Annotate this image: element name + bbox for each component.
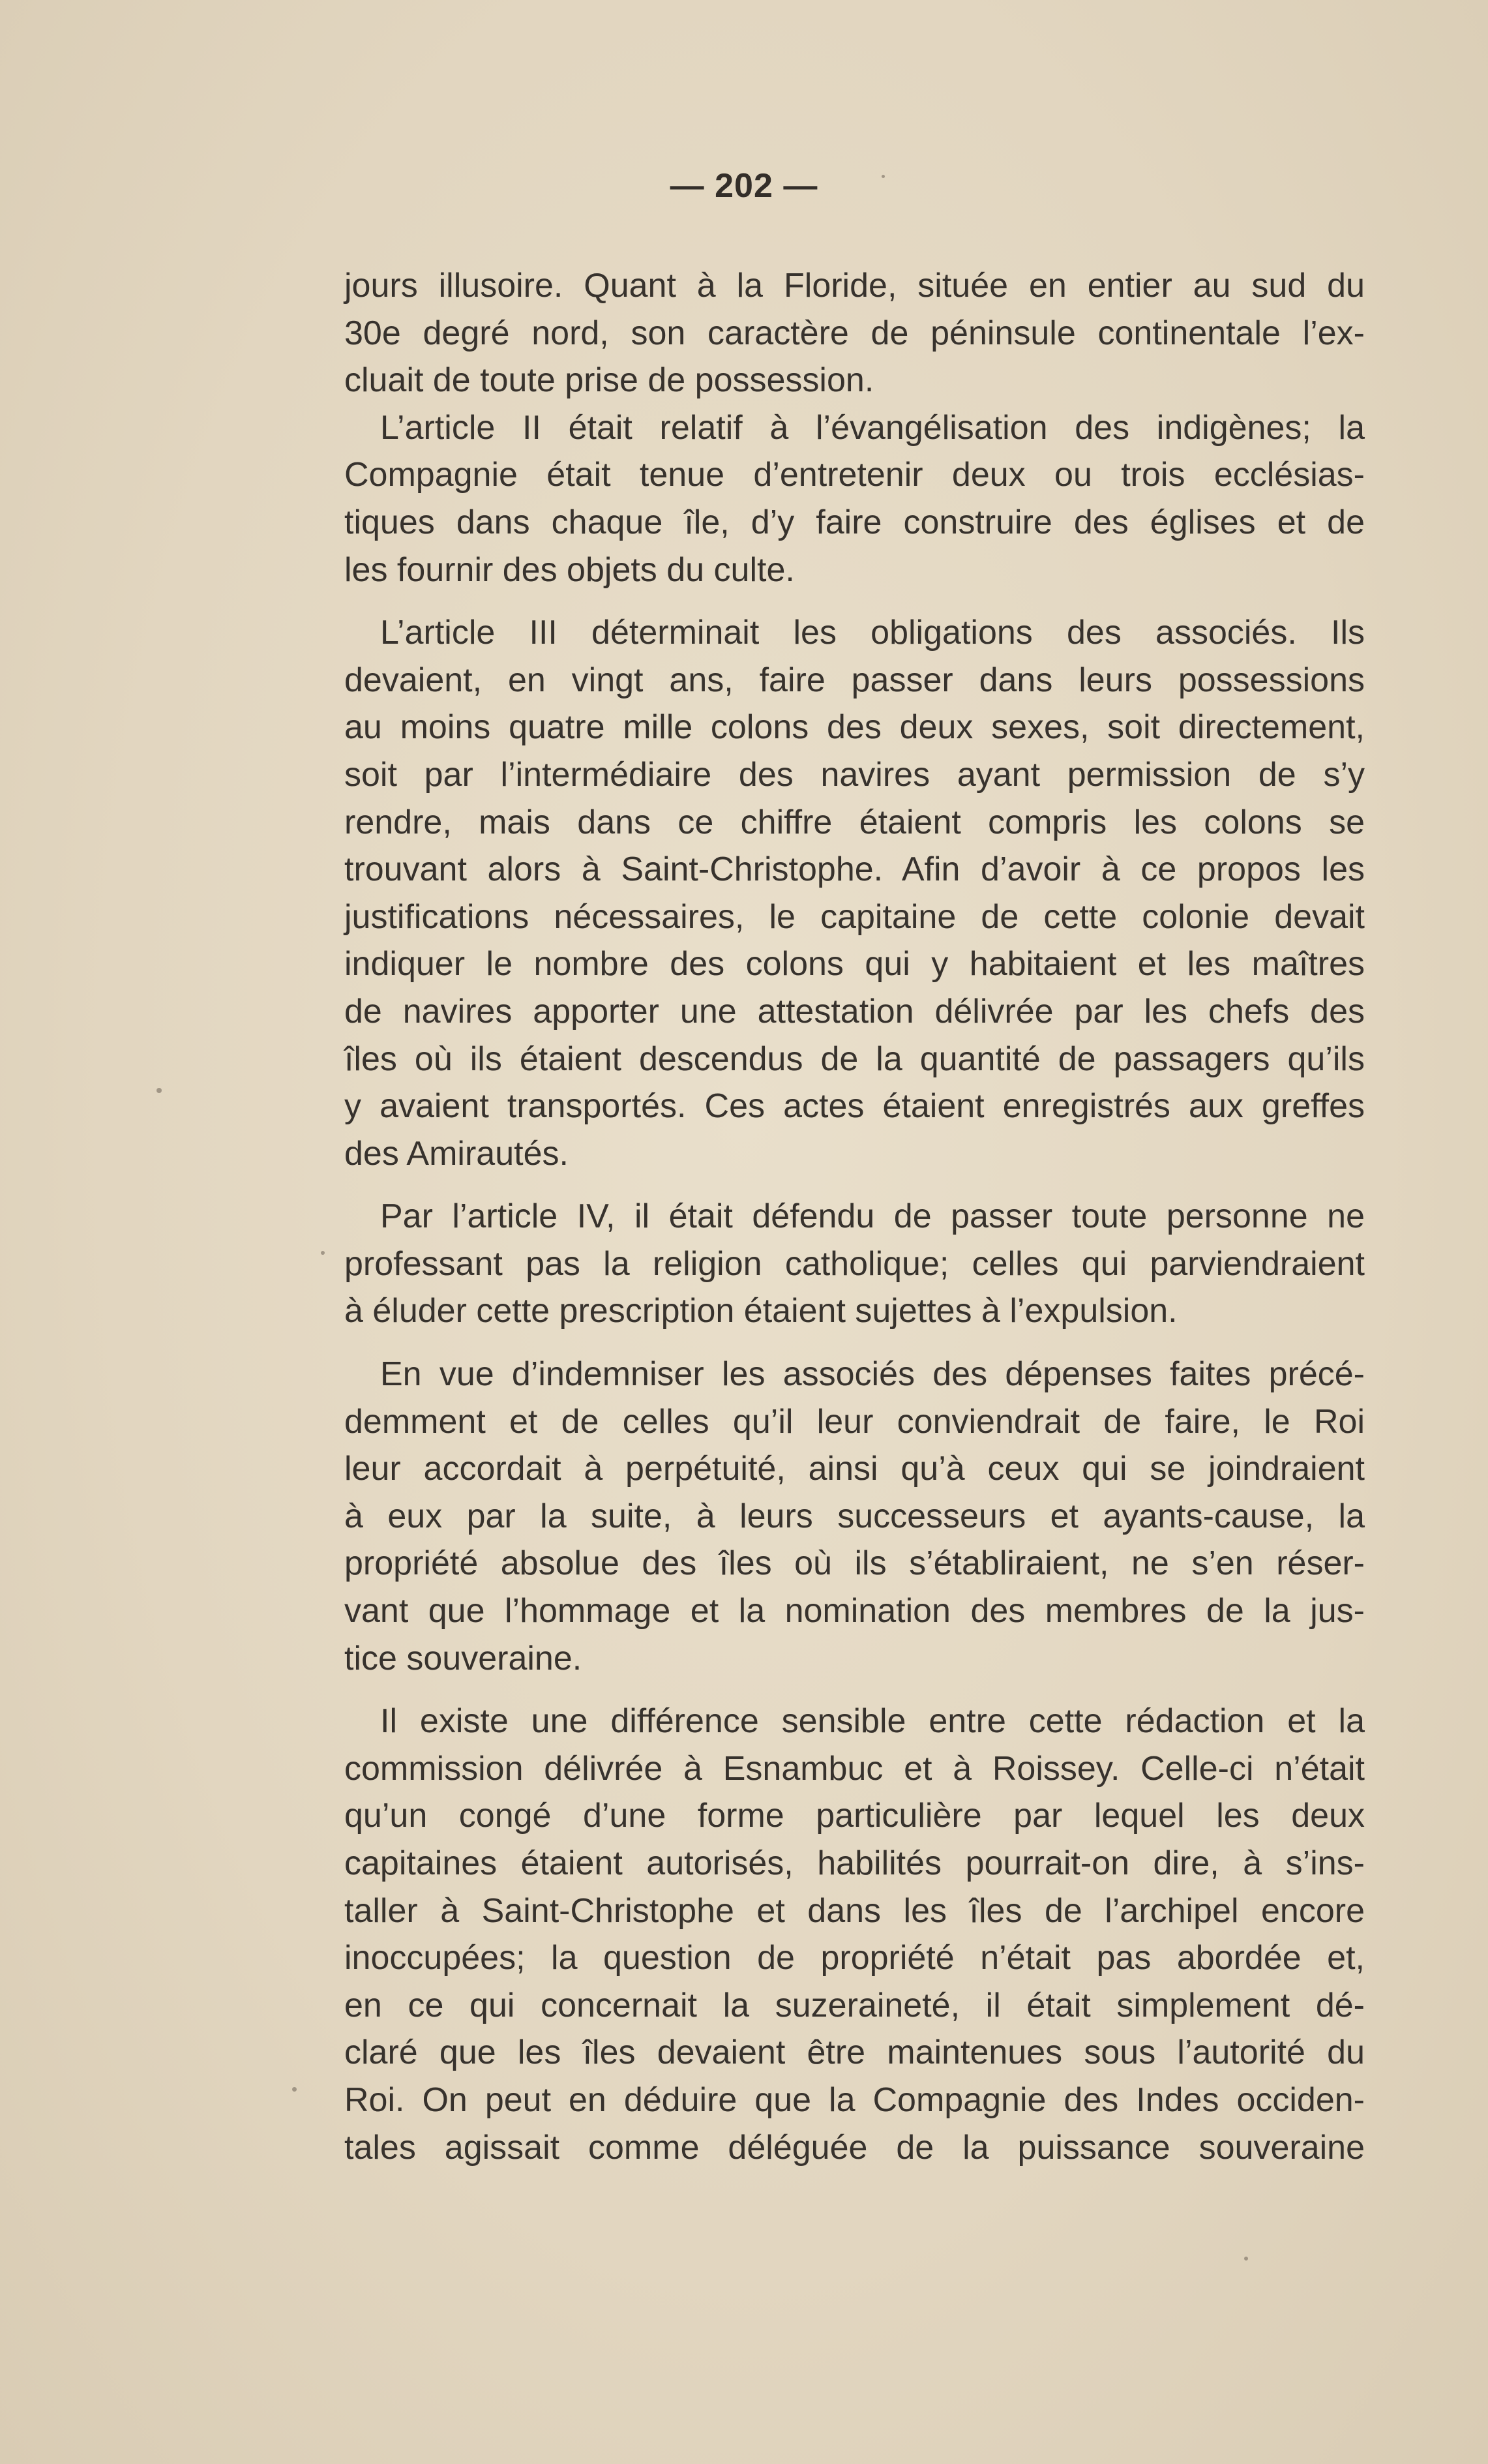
paper-speck (156, 1088, 162, 1093)
text-line: tales agissait comme déléguée de la puissance souveraine (344, 2128, 1365, 2167)
text-line: tiques dans chaque île, d’y faire construire des églises et de (344, 503, 1365, 541)
page-number: — 202 — (670, 167, 818, 205)
text-line: En vue d’indemniser les associés des dépenses faites précé- (380, 1355, 1365, 1394)
text-line: à eux par la suite, à leurs successeurs et ayants-cause, la (344, 1497, 1365, 1535)
text-line: en ce qui concernait la suzeraineté, il était simplement dé- (344, 1986, 1365, 2024)
text-line: justifications nécessaires, le capitaine de cette colonie devait (344, 897, 1365, 936)
text-line: soit par l’intermédiaire des navires ayant permission de s’y (344, 755, 1365, 794)
body-text (344, 262, 1365, 2171)
paper-speck (292, 2087, 297, 2092)
text-line: trouvant alors à Saint-Christophe. Afin d’avoir à ce propos les (344, 850, 1365, 889)
paragraph-3 (344, 609, 1365, 1177)
text-line: vant que l’hommage et la nomination des membres de la jus- (344, 1592, 1365, 1630)
paper-speck (321, 1251, 325, 1255)
text-line: cluait de toute prise de possession. (344, 361, 874, 400)
text-line: L’article II était relatif à l’évangélisation des indigènes; la (380, 408, 1365, 447)
text-line: des Amirautés. (344, 1134, 569, 1173)
text-line: Il existe une différence sensible entre cette rédaction et la (380, 1702, 1365, 1741)
text-line: demment et de celles qu’il leur conviendrait de faire, le Roi (344, 1402, 1365, 1441)
text-line: Par l’article IV, il était défendu de passer toute personne ne (380, 1197, 1365, 1236)
text-line: professant pas la religion catholique; celles qui parviendraient (344, 1244, 1365, 1283)
text-line: devaient, en vingt ans, faire passer dans leurs possessions (344, 661, 1365, 699)
text-line: commission délivrée à Esnambuc et à Roissey. Celle-ci n’était (344, 1749, 1365, 1788)
text-line: y avaient transportés. Ces actes étaient enregistrés aux greffes (344, 1087, 1365, 1126)
text-line: au moins quatre mille colons des deux sexes, soit directement, (344, 708, 1365, 747)
text-line: qu’un congé d’une forme particulière par lequel les deux (344, 1797, 1365, 1835)
text-line: jours illusoire. Quant à la Floride, située en entier au sud du (344, 267, 1365, 305)
text-line: propriété absolue des îles où ils s’établiraient, ne s’en réser- (344, 1544, 1365, 1583)
text-line: rendre, mais dans ce chiffre étaient compris les colons se (344, 803, 1365, 841)
paragraph-2 (344, 404, 1365, 593)
paragraph-5 (344, 1351, 1365, 1682)
text-line: à éluder cette prescription étaient sujettes à l’expulsion. (344, 1292, 1178, 1330)
paragraph-6 (344, 1698, 1365, 2171)
text-line: claré que les îles devaient être maintenues sous l’autorité du (344, 2034, 1365, 2072)
text-line: tice souveraine. (344, 1639, 582, 1677)
text-line: capitaines étaient autorisés, habilités pourrait-on dire, à s’ins- (344, 1844, 1365, 1882)
text-line: taller à Saint-Christophe et dans les îles de l’archipel encore (344, 1891, 1365, 1930)
text-line: inoccupées; la question de propriété n’était pas abordée et, (344, 1939, 1365, 1977)
text-line: leur accordait à perpétuité, ainsi qu’à ceux qui se joindraient (344, 1450, 1365, 1488)
text-line: les fournir des objets du culte. (344, 550, 795, 589)
text-line: 30e degré nord, son caractère de péninsule continentale l’ex- (344, 314, 1365, 352)
text-line: Roi. On peut en déduire que la Compagnie des Indes occiden- (344, 2081, 1365, 2119)
text-line: L’article III déterminait les obligations des associés. Ils (380, 614, 1365, 652)
paragraph-4 (344, 1193, 1365, 1335)
paper-speck (1244, 2257, 1248, 2261)
text-line: Compagnie était tenue d’entretenir deux ou trois ecclésias- (344, 456, 1365, 494)
text-line: îles où ils étaient descendus de la quantité de passagers qu’ils (344, 1040, 1365, 1078)
text-line: de navires apporter une attestation délivrée par les chefs des (344, 992, 1365, 1030)
paragraph-1 (344, 262, 1365, 404)
text-line: indiquer le nombre des colons qui y habitaient et les maîtres (344, 945, 1365, 984)
